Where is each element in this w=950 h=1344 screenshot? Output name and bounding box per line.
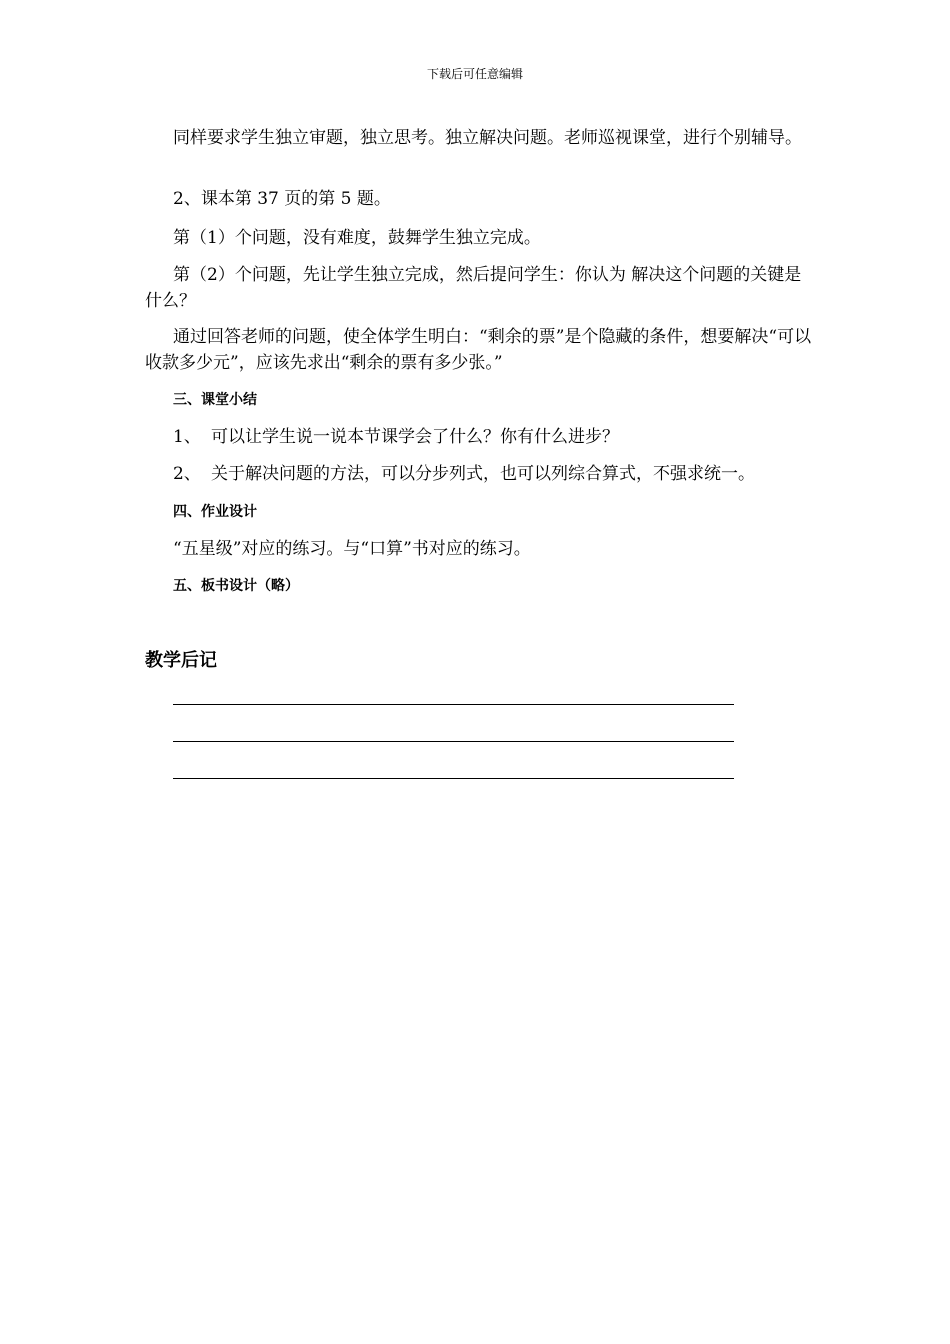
section-heading-board-design: 五、板书设计（略） bbox=[173, 578, 299, 594]
paragraph-exercise-5: 2、课本第 37 页的第 5 题。 bbox=[173, 189, 391, 209]
writing-line bbox=[173, 778, 734, 779]
list-item-text: 关于解决问题的方法，可以分步列式，也可以列综合算式，不强求统一。 bbox=[211, 464, 755, 484]
list-item-text: 可以让学生说一说本节课学会了什么？你有什么进步？ bbox=[211, 427, 619, 447]
afterword-title: 教学后记 bbox=[145, 650, 217, 671]
list-item-number: 2、 bbox=[173, 464, 201, 484]
paragraph-independent-work: 同样要求学生独立审题，独立思考。独立解决问题。老师巡视课堂，进行个别辅导。 bbox=[173, 128, 802, 148]
list-item bbox=[173, 424, 853, 450]
list-item-number: 1、 bbox=[173, 427, 201, 447]
paragraph-question-1: 第（1）个问题，没有难度，鼓舞学生独立完成。 bbox=[173, 228, 541, 248]
paragraph-homework: “五星级”对应的练习。与“口算”书对应的练习。 bbox=[173, 539, 531, 559]
paragraph-question-2: 第（2）个问题，先让学生独立完成，然后提问学生：你认为 解决这个问题的关键是什么？ bbox=[145, 265, 802, 311]
section-heading-summary: 三、课堂小结 bbox=[173, 392, 257, 408]
writing-line bbox=[173, 741, 734, 742]
writing-line bbox=[173, 704, 734, 705]
section-heading-homework: 四、作业设计 bbox=[173, 504, 257, 520]
paragraph-hidden-condition: 通过回答老师的问题，使全体学生明白：“剩余的票”是个隐藏的条件，想要解决“可以收款多少元”，应该先求出“剩余的票有多少张。” bbox=[145, 327, 812, 373]
page-header: 下载后可任意编辑 bbox=[426, 67, 523, 81]
list-item bbox=[173, 461, 853, 487]
